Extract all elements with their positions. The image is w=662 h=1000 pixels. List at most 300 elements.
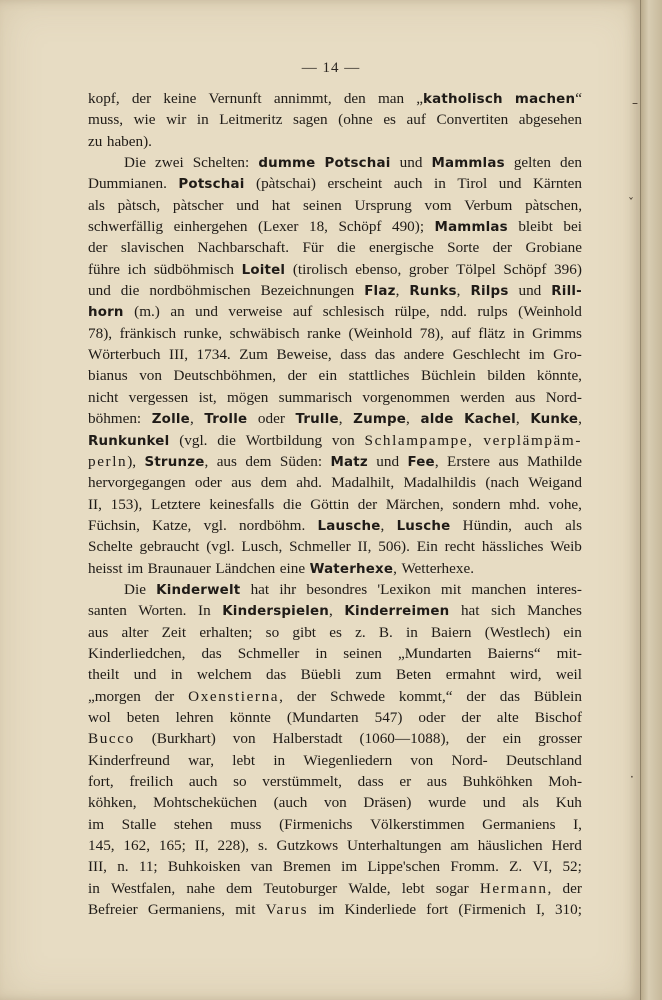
text-fragment: dem (245, 452, 272, 470)
text-fragment: könnte (229, 708, 271, 726)
word (536, 899, 545, 920)
bold-term: horn (88, 305, 124, 321)
text-fragment: s. (257, 837, 268, 855)
text-fragment: Nachbarschaft. (197, 239, 290, 257)
word (88, 216, 163, 237)
text-line (88, 365, 582, 386)
word (340, 344, 366, 365)
text-line (88, 750, 582, 771)
text-fragment: werden (460, 388, 505, 406)
text-fragment: 547) (374, 708, 403, 726)
text-fragment: wie (133, 111, 156, 129)
spaced-term: Oxenstierna (188, 687, 280, 705)
text-fragment: , (547, 879, 552, 897)
bold-term: Kinderreimen (344, 604, 450, 620)
text-fragment: Dräsen) (363, 794, 412, 812)
text-fragment: Herd (551, 837, 582, 855)
word (176, 707, 214, 728)
text-fragment: II, (194, 837, 209, 855)
word (318, 515, 385, 536)
word (383, 109, 396, 130)
word (420, 323, 444, 344)
word (120, 323, 177, 344)
text-fragment: Wörterbuch (88, 346, 161, 364)
word (402, 878, 425, 899)
word (195, 301, 218, 322)
text-fragment: sich (491, 602, 516, 620)
text-fragment: nordböhmischen (149, 282, 251, 300)
word (122, 814, 157, 835)
text-fragment: Buhköhken (462, 773, 533, 790)
text-fragment: zwei (155, 154, 184, 172)
text-fragment: flätz (478, 324, 506, 342)
text-fragment: gebraucht (139, 538, 200, 556)
text-fragment: die (283, 495, 302, 513)
word (485, 622, 550, 643)
word (156, 579, 240, 600)
text-line (88, 515, 582, 536)
word (293, 301, 312, 322)
text-fragment: Gutzkows (276, 837, 339, 855)
word (178, 173, 244, 194)
spaced-term: Schlampampe, (364, 431, 474, 449)
text-fragment: und (195, 303, 218, 321)
word (378, 88, 404, 109)
text-fragment: Bremen (282, 858, 331, 876)
text-fragment: abgesehen (518, 111, 582, 129)
text-fragment: und (399, 154, 423, 172)
text-fragment: Büblein (533, 687, 582, 705)
word (232, 750, 255, 771)
text-fragment: gibt (292, 623, 317, 641)
bold-term: Kinderwelt (156, 582, 241, 598)
text-fragment: alter (121, 623, 149, 641)
text-fragment: erscheint (327, 175, 383, 193)
word (515, 387, 535, 408)
word (149, 280, 250, 301)
word (341, 856, 357, 877)
word (88, 387, 118, 408)
text-fragment: der (357, 495, 378, 513)
text-fragment: in (315, 644, 328, 662)
word (88, 472, 186, 493)
word (258, 835, 268, 856)
text-fragment: Die (124, 154, 146, 172)
text-fragment: der (461, 708, 481, 726)
word (330, 686, 385, 707)
text-line (88, 664, 582, 685)
word (245, 451, 271, 472)
text-fragment: bilden (487, 367, 526, 385)
word (529, 344, 545, 365)
word (535, 707, 582, 728)
word (293, 259, 348, 280)
text-fragment: Vernunft (208, 90, 262, 107)
text-fragment: Bezeichnungen (260, 282, 355, 300)
word (242, 259, 286, 280)
text-fragment: von (331, 431, 355, 449)
text-line (88, 835, 582, 856)
text-fragment: (nach (485, 474, 520, 492)
word (272, 195, 291, 216)
text-fragment: erhalten; (199, 623, 253, 641)
text-fragment: hat (460, 602, 480, 620)
text-fragment: im (318, 901, 335, 919)
bold-term: dumme (258, 156, 316, 172)
word (261, 472, 287, 493)
text-line (88, 430, 582, 451)
text-fragment: vom (424, 196, 452, 214)
page-edge (640, 0, 662, 1000)
text-fragment: , (279, 687, 283, 705)
word (163, 88, 196, 109)
word (460, 387, 505, 408)
word (111, 494, 143, 515)
word (197, 664, 252, 685)
text-line (88, 109, 582, 130)
text-fragment: das (374, 346, 396, 364)
word (480, 878, 552, 899)
text-fragment: Schöpf (503, 260, 547, 278)
word (239, 515, 305, 536)
text-fragment: er (399, 773, 412, 790)
text-fragment: schwäbisch (229, 324, 300, 342)
bold-term: Potschai (324, 156, 391, 172)
word (195, 835, 209, 856)
text-fragment: 165; (158, 837, 186, 855)
text-fragment: interes- (536, 580, 582, 598)
word (398, 643, 471, 664)
word (463, 771, 533, 792)
text-fragment: sondern (452, 495, 501, 513)
text-fragment: III, (88, 858, 107, 876)
text-fragment: (Weinhold (518, 303, 582, 321)
text-line (88, 792, 582, 813)
word (88, 195, 105, 216)
word (338, 109, 373, 130)
word (554, 259, 582, 280)
text-fragment: aus (231, 474, 252, 492)
text-fragment: mit (440, 580, 462, 598)
bold-term: Mammlas (434, 220, 508, 236)
text-fragment: Kinderfreund (88, 751, 170, 769)
word (461, 707, 480, 728)
text-line (88, 771, 582, 792)
bold-term: Rill- (551, 284, 582, 300)
text-fragment: ndd. (440, 303, 467, 321)
text-fragment: Z. (509, 858, 523, 876)
word (522, 792, 539, 813)
word (144, 451, 208, 472)
word (209, 494, 274, 515)
text-fragment: dem (260, 474, 287, 492)
bold-term: Waterhexe (309, 561, 394, 577)
text-fragment: manchen (471, 580, 527, 598)
word (88, 344, 161, 365)
word (513, 323, 525, 344)
text-fragment: nahe (186, 879, 215, 897)
word (482, 536, 544, 557)
word (199, 387, 217, 408)
text-fragment: Lippe'schen (367, 858, 441, 876)
word (538, 728, 582, 749)
text-fragment: heisst (88, 559, 123, 577)
bold-term: Kachel (464, 412, 516, 428)
text-fragment: keine (163, 90, 197, 107)
word (344, 88, 366, 109)
text-fragment: Schelte (88, 538, 133, 556)
text-fragment: auch (188, 773, 218, 790)
word (546, 387, 582, 408)
bold-term: Runks (409, 284, 457, 300)
text-fragment: 310; (554, 901, 582, 919)
word (88, 558, 123, 579)
word (482, 814, 555, 835)
text-fragment: Kärnten (533, 175, 582, 193)
word (518, 301, 582, 322)
text-line (88, 301, 582, 322)
text-fragment: von (139, 367, 162, 385)
word (263, 878, 337, 899)
bold-term: Kinderspielen (222, 604, 330, 620)
word (226, 878, 252, 899)
text-fragment: mhd. (509, 495, 540, 513)
text-fragment: Weigand (528, 474, 582, 492)
word (239, 344, 268, 365)
word (323, 301, 385, 322)
word (491, 600, 515, 621)
text-fragment: recht (444, 538, 475, 556)
text-line (88, 579, 582, 600)
word (88, 835, 115, 856)
word (217, 451, 237, 472)
text-fragment: Westfalen, (111, 879, 176, 897)
word (288, 365, 307, 386)
word (303, 750, 392, 771)
word (88, 878, 100, 899)
text-fragment: „Mundarten (398, 644, 472, 662)
word (121, 237, 184, 258)
text-fragment: zum (355, 666, 382, 684)
text-line (88, 536, 582, 557)
word (375, 344, 395, 365)
text-fragment: mögen (227, 388, 269, 406)
word (88, 365, 128, 386)
word (418, 707, 445, 728)
word (88, 856, 107, 877)
text-fragment: (vgl. (179, 431, 208, 449)
text-fragment: Schmeller (237, 644, 300, 662)
text-fragment: stattliches (348, 367, 410, 385)
text-line (88, 173, 582, 194)
text-line (88, 707, 582, 728)
text-fragment: den (559, 154, 582, 172)
text-fragment: vorgenommen (362, 388, 450, 406)
word (148, 899, 225, 920)
word (510, 664, 542, 685)
word (266, 622, 280, 643)
word (533, 173, 582, 194)
text-fragment: die (217, 431, 236, 449)
word (88, 515, 140, 536)
text-fragment: es (329, 623, 342, 641)
text-fragment: oder (418, 708, 446, 726)
word (139, 856, 158, 877)
spaced-term: perln (88, 452, 128, 470)
text-fragment: Dummianen. (88, 175, 167, 193)
word (358, 771, 384, 792)
text-fragment: II, (88, 495, 102, 513)
text-fragment: Grobiane (525, 239, 582, 257)
word (88, 173, 167, 194)
text-fragment: rülpe, (394, 303, 430, 321)
word (487, 365, 525, 386)
word (451, 323, 470, 344)
text-fragment: fort (426, 901, 449, 919)
text-fragment: 52; (562, 858, 582, 876)
text-fragment: In (198, 602, 211, 620)
text-line (88, 728, 582, 749)
bold-term: Runkunkel (88, 433, 170, 449)
bold-term: Lausche (317, 518, 381, 534)
word (256, 173, 316, 194)
text-line (88, 878, 582, 899)
word (355, 259, 401, 280)
word (450, 835, 469, 856)
word (404, 344, 444, 365)
word (88, 686, 141, 707)
word (127, 558, 143, 579)
word (88, 664, 119, 685)
text-fragment: (tirolisch (292, 260, 348, 278)
word (186, 878, 215, 899)
word (309, 216, 328, 237)
text-fragment: Deutschböhmen, (173, 367, 277, 385)
word (337, 237, 356, 258)
text-fragment: Füchsin, (88, 516, 140, 534)
text-fragment: an (170, 303, 185, 321)
text-fragment: Kinderliede (344, 901, 417, 919)
text-fragment: Madalhildis (403, 474, 476, 492)
text-fragment: 'Lexikon (377, 580, 431, 598)
text-fragment: Schelten: (192, 154, 250, 172)
word (525, 237, 582, 258)
text-fragment: , (434, 452, 439, 470)
word (170, 301, 184, 322)
word (556, 792, 582, 813)
word (446, 664, 496, 685)
word (88, 451, 136, 472)
text-fragment: besondres (306, 580, 368, 598)
text-fragment: Baierns“ (487, 644, 541, 662)
word (426, 899, 448, 920)
text-fragment: Moh- (548, 773, 582, 790)
word (88, 88, 120, 109)
word (379, 622, 393, 643)
word (483, 792, 506, 813)
text-fragment: Ein (416, 538, 438, 556)
text-fragment: 490); (391, 218, 425, 236)
word (274, 88, 332, 109)
text-fragment: Zum (239, 346, 268, 364)
word (353, 408, 410, 429)
text-fragment: Deutschland (505, 751, 582, 769)
word (436, 878, 469, 899)
text-fragment: Sorte (447, 239, 480, 257)
text-fragment: war, (188, 751, 215, 769)
word (537, 365, 582, 386)
word (370, 814, 464, 835)
text-fragment: ich (127, 260, 147, 278)
text-fragment: 1734. (196, 346, 231, 364)
word (197, 109, 209, 130)
text-fragment: der (154, 687, 175, 705)
text-fragment: so (233, 773, 247, 790)
word (184, 323, 222, 344)
spaced-term: verplämpäm- (483, 431, 582, 449)
word (319, 365, 338, 386)
text-fragment: es (383, 111, 396, 129)
text-fragment: Erstere (447, 452, 491, 470)
text-fragment: pàtschen, (525, 196, 582, 214)
text-fragment: Letztere (150, 495, 201, 513)
word (88, 750, 170, 771)
word (279, 387, 352, 408)
word (403, 472, 476, 493)
text-fragment: I, (573, 815, 582, 833)
text-fragment: 78), (88, 324, 113, 342)
text-fragment: schlesisch (322, 303, 385, 321)
word (397, 515, 451, 536)
text-fragment: Madalhilt, (331, 474, 395, 492)
word (251, 579, 270, 600)
text-fragment: Nord- (545, 388, 582, 406)
text-fragment: van (250, 858, 273, 876)
text-fragment: Ländchen (215, 559, 276, 577)
text-fragment: als (522, 794, 540, 812)
word (124, 152, 146, 173)
text-fragment: auch (524, 516, 553, 534)
word (174, 814, 213, 835)
text-fragment: hat (271, 196, 291, 214)
bold-term: machen (514, 92, 576, 107)
text-line (88, 686, 582, 707)
word (279, 579, 296, 600)
text-fragment: Zeit (161, 623, 187, 641)
word (231, 472, 251, 493)
word (230, 814, 261, 835)
word (128, 259, 147, 280)
text-fragment: Grimms (532, 324, 582, 342)
word (563, 878, 582, 899)
word (296, 472, 322, 493)
word (88, 408, 141, 429)
word (148, 558, 211, 579)
word (549, 494, 582, 515)
word (548, 771, 582, 792)
text-fragment: der (131, 90, 152, 107)
word (273, 750, 285, 771)
text-fragment: hässliches (481, 538, 544, 556)
text-fragment: muss (230, 815, 262, 833)
word (417, 536, 438, 557)
word (327, 173, 382, 194)
word (392, 216, 424, 237)
word (88, 814, 104, 835)
word (551, 835, 581, 856)
word (152, 515, 191, 536)
word (344, 899, 416, 920)
